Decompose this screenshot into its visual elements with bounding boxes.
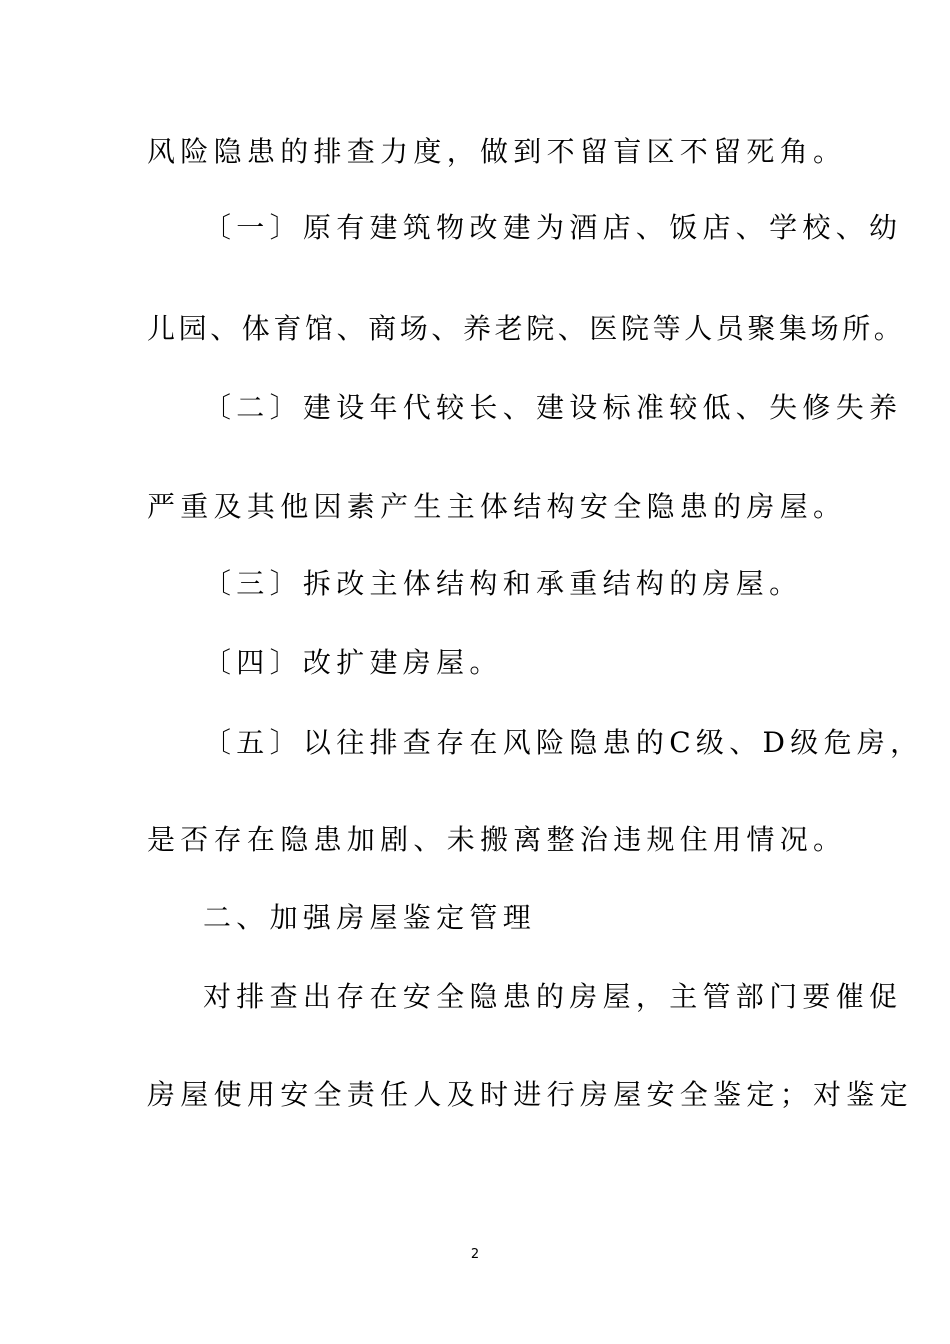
text-line-8: 〔五〕以往排查存在风险隐患的C级、D级危房， (203, 726, 924, 759)
text-line-9: 是否存在隐患加剧、未搬离整治违规住用情况。 (147, 823, 847, 856)
text-line-2: 〔一〕原有建筑物改建为酒店、饭店、学校、幼 (203, 211, 903, 244)
text-line-3: 儿园、体育馆、商场、养老院、医院等人员聚集场所。 (147, 312, 906, 345)
text-line-6: 〔三〕拆改主体结构和承重结构的房屋。 (203, 567, 803, 600)
text-line-11: 对排查出存在安全隐患的房屋，主管部门要催促 (203, 980, 903, 1013)
text-line-12: 房屋使用安全责任人及时进行房屋安全鉴定；对鉴定 (147, 1078, 913, 1111)
text-line-5: 严重及其他因素产生主体结构安全隐患的房屋。 (147, 490, 847, 523)
text-line-7: 〔四〕改扩建房屋。 (203, 646, 503, 679)
text-line-4: 〔二〕建设年代较长、建设标准较低、失修失养 (203, 391, 903, 424)
text-line-1: 风险隐患的排查力度，做到不留盲区不留死角。 (147, 135, 847, 168)
section-heading: 二、加强房屋鉴定管理 (203, 901, 537, 934)
page-number: 2 (470, 1247, 480, 1262)
